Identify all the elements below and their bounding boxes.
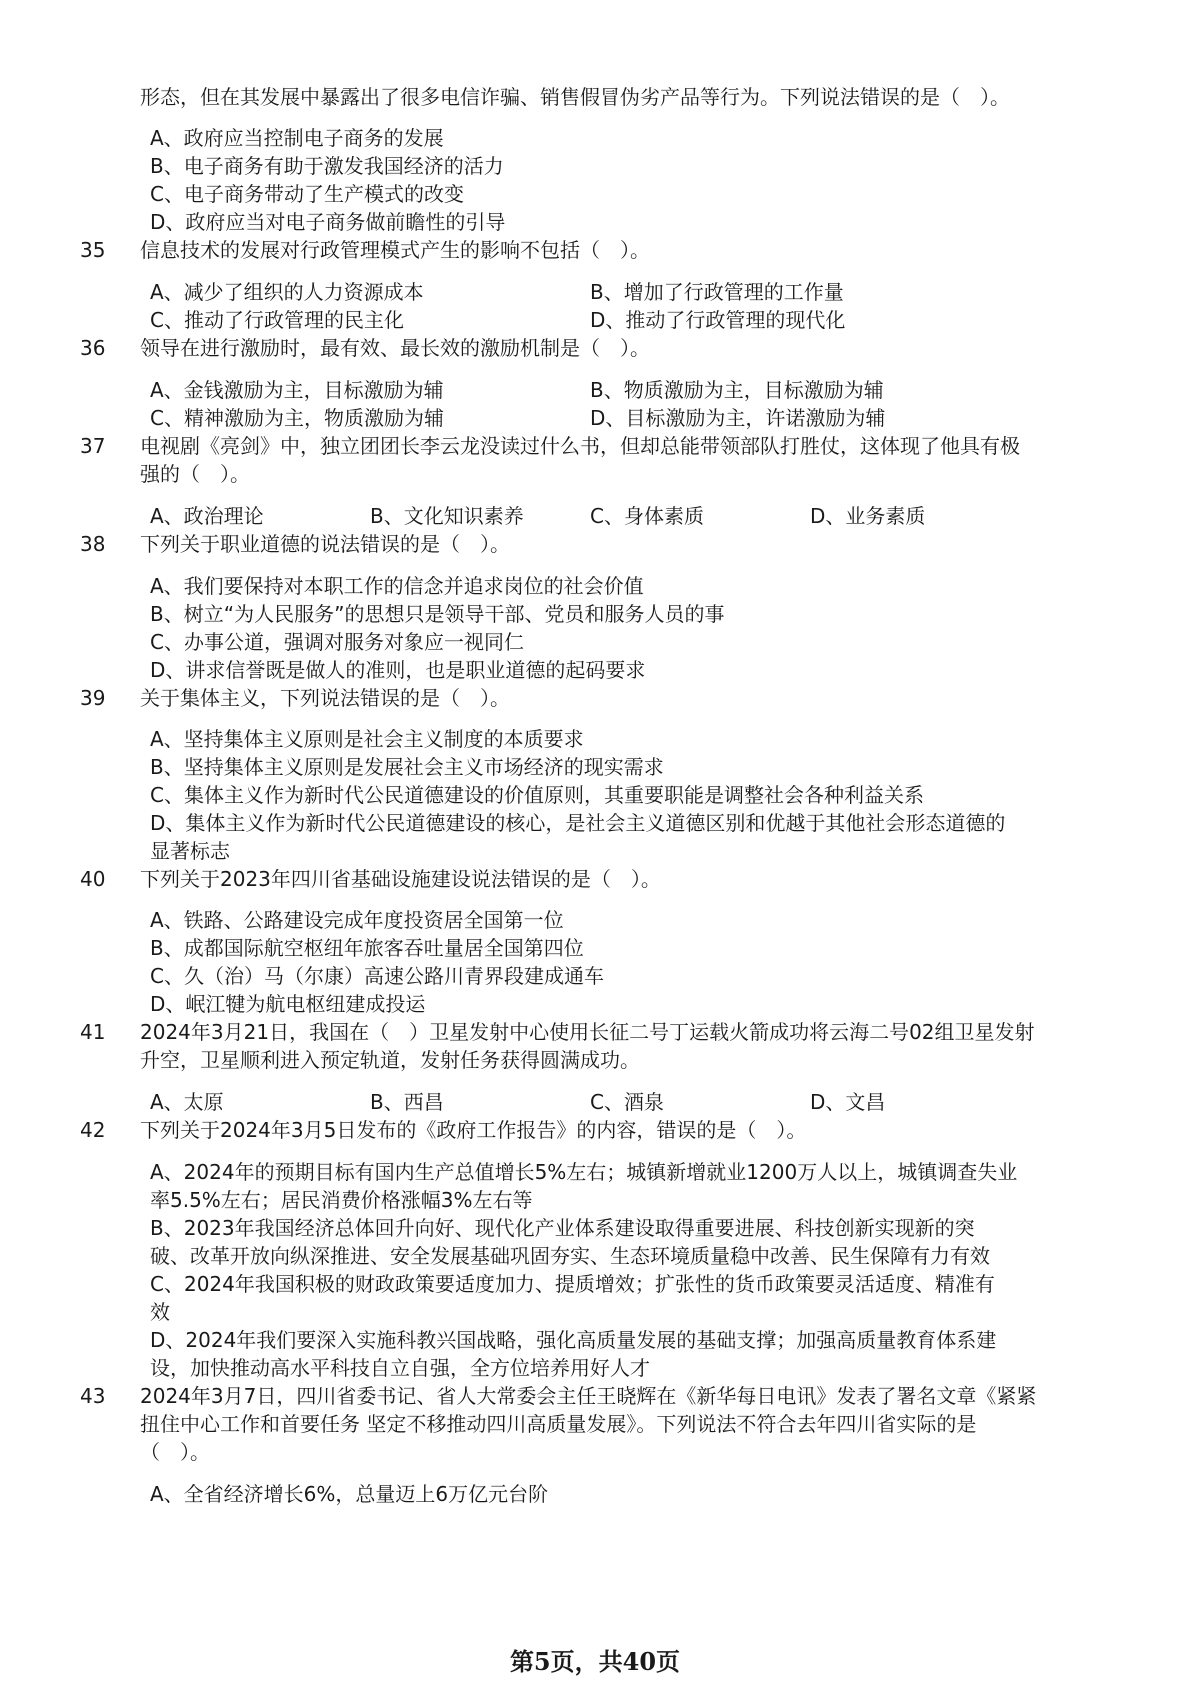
q42-number: 42 (80, 1118, 106, 1142)
q43-option-a: A、全省经济增长6%，总量迈上6万亿元台阶 (150, 1482, 549, 1506)
q37-stem-line1: 电视剧《亮剑》中，独立团团长李云龙没读过什么书，但却总能带领部队打胜仗，这体现了他具有极 (140, 434, 1020, 458)
q41-number: 41 (80, 1020, 106, 1044)
q38-stem: 下列关于职业道德的说法错误的是（ ）。 (140, 532, 510, 556)
q37-option-d: D、业务素质 (810, 504, 926, 528)
q40-stem: 下列关于2023年四川省基础设施建设说法错误的是（ ）。 (140, 867, 661, 891)
q39-option-d-continued: 显著标志 (150, 839, 230, 863)
page-footer: 第5页，共40页 (509, 1647, 681, 1676)
q36-option-a: A、金钱激励为主，目标激励为辅 (150, 378, 444, 402)
q41-option-b: B、西昌 (370, 1090, 444, 1114)
q36-stem: 领导在进行激励时，最有效、最长效的激励机制是（ ）。 (140, 336, 650, 360)
q43-stem-line3: （ ）。 (140, 1440, 210, 1464)
q37-option-b: B、文化知识素养 (370, 504, 524, 528)
q39-option-a: A、坚持集体主义原则是社会主义制度的本质要求 (150, 727, 584, 751)
q36-option-d: D、目标激励为主，许诺激励为辅 (590, 406, 886, 430)
q42-option-c-continued: 效 (150, 1300, 170, 1324)
q42-stem: 下列关于2024年3月5日发布的《政府工作报告》的内容，错误的是（ ）。 (140, 1118, 807, 1142)
q38-number: 38 (80, 532, 106, 556)
q38-option-d: D、讲求信誉既是做人的准则，也是职业道德的起码要求 (150, 658, 646, 682)
q40-option-c: C、久（治）马（尔康）高速公路川青界段建成通车 (150, 964, 604, 988)
q42-option-d: D、2024年我们要深入实施科教兴国战略，强化高质量发展的基础支撑；加强高质量教育体系建 (150, 1328, 997, 1352)
q39-number: 39 (80, 686, 106, 710)
q42-option-d-continued: 设，加快推动高水平科技自立自强，全方位培养用好人才 (150, 1356, 650, 1380)
q35-option-c: C、推动了行政管理的民主化 (150, 308, 404, 332)
q39-option-c: C、集体主义作为新时代公民道德建设的价值原则，其重要职能是调整社会各种利益关系 (150, 783, 924, 807)
q42-option-c: C、2024年我国积极的财政政策要适度加力、提质增效；扩张性的货币政策要灵活适度、精准有 (150, 1272, 995, 1296)
q35-option-b: B、增加了行政管理的工作量 (590, 280, 844, 304)
q40-option-a: A、铁路、公路建设完成年度投资居全国第一位 (150, 908, 564, 932)
q39-stem: 关于集体主义，下列说法错误的是（ ）。 (140, 686, 510, 710)
q34-option-a: A、政府应当控制电子商务的发展 (150, 126, 444, 150)
q42-option-b-continued: 破、改革开放向纵深推进、安全发展基础巩固夯实、生态环境质量稳中改善、民生保障有力有效 (150, 1244, 990, 1268)
q38-option-b: B、树立“为人民服务”的思想只是领导干部、党员和服务人员的事 (150, 602, 725, 626)
q38-option-c: C、办事公道，强调对服务对象应一视同仁 (150, 630, 524, 654)
q42-option-a-continued: 率5.5%左右；居民消费价格涨幅3%左右等 (150, 1188, 533, 1212)
q40-number: 40 (80, 867, 106, 891)
q35-stem: 信息技术的发展对行政管理模式产生的影响不包括（ ）。 (140, 238, 650, 262)
q37-stem-line2: 强的（ ）。 (140, 462, 250, 486)
q34-option-c: C、电子商务带动了生产模式的改变 (150, 182, 464, 206)
q35-number: 35 (80, 238, 106, 262)
q41-stem-line1: 2024年3月21日，我国在（ ）卫星发射中心使用长征二号丁运载火箭成功将云海二号02组卫星发射 (140, 1020, 1035, 1044)
q37-number: 37 (80, 434, 106, 458)
q38-option-a: A、我们要保持对本职工作的信念并追求岗位的社会价值 (150, 574, 644, 598)
q40-option-b: B、成都国际航空枢纽年旅客吞吐量居全国第四位 (150, 936, 584, 960)
q41-option-d: D、文昌 (810, 1090, 886, 1114)
q36-option-c: C、精神激励为主，物质激励为辅 (150, 406, 444, 430)
q42-option-a: A、2024年的预期目标有国内生产总值增长5%左右；城镇新增就业1200万人以上，城镇调查失业 (150, 1160, 1018, 1184)
q37-option-c: C、身体素质 (590, 504, 704, 528)
q43-number: 43 (80, 1384, 106, 1408)
q34-stem-tail: 形态，但在其发展中暴露出了很多电信诈骗、销售假冒伪劣产品等行为。下列说法错误的是（ ）。 (140, 85, 1010, 109)
q39-option-d: D、集体主义作为新时代公民道德建设的核心，是社会主义道德区别和优越于其他社会形态道德的 (150, 811, 1006, 835)
q36-number: 36 (80, 336, 106, 360)
q43-stem-line1: 2024年3月7日，四川省委书记、省人大常委会主任王晓辉在《新华每日电讯》发表了署名文章《紧紧 (140, 1384, 1037, 1408)
q36-option-b: B、物质激励为主，目标激励为辅 (590, 378, 884, 402)
q37-option-a: A、政治理论 (150, 504, 264, 528)
q35-option-d: D、推动了行政管理的现代化 (590, 308, 846, 332)
q41-option-a: A、太原 (150, 1090, 224, 1114)
q41-option-c: C、酒泉 (590, 1090, 664, 1114)
q34-option-d: D、政府应当对电子商务做前瞻性的引导 (150, 210, 506, 234)
q43-stem-line2: 扭住中心工作和首要任务 坚定不移推动四川高质量发展》。下列说法不符合去年四川省实际的是 (140, 1412, 977, 1436)
q42-option-b: B、2023年我国经济总体回升向好、现代化产业体系建设取得重要进展、科技创新实现新的突 (150, 1216, 975, 1240)
q39-option-b: B、坚持集体主义原则是发展社会主义市场经济的现实需求 (150, 755, 664, 779)
q34-option-b: B、电子商务有助于激发我国经济的活力 (150, 154, 504, 178)
q40-option-d: D、岷江犍为航电枢纽建成投运 (150, 992, 426, 1016)
q41-stem-line2: 升空，卫星顺利进入预定轨道，发射任务获得圆满成功。 (140, 1048, 640, 1072)
q35-option-a: A、减少了组织的人力资源成本 (150, 280, 424, 304)
